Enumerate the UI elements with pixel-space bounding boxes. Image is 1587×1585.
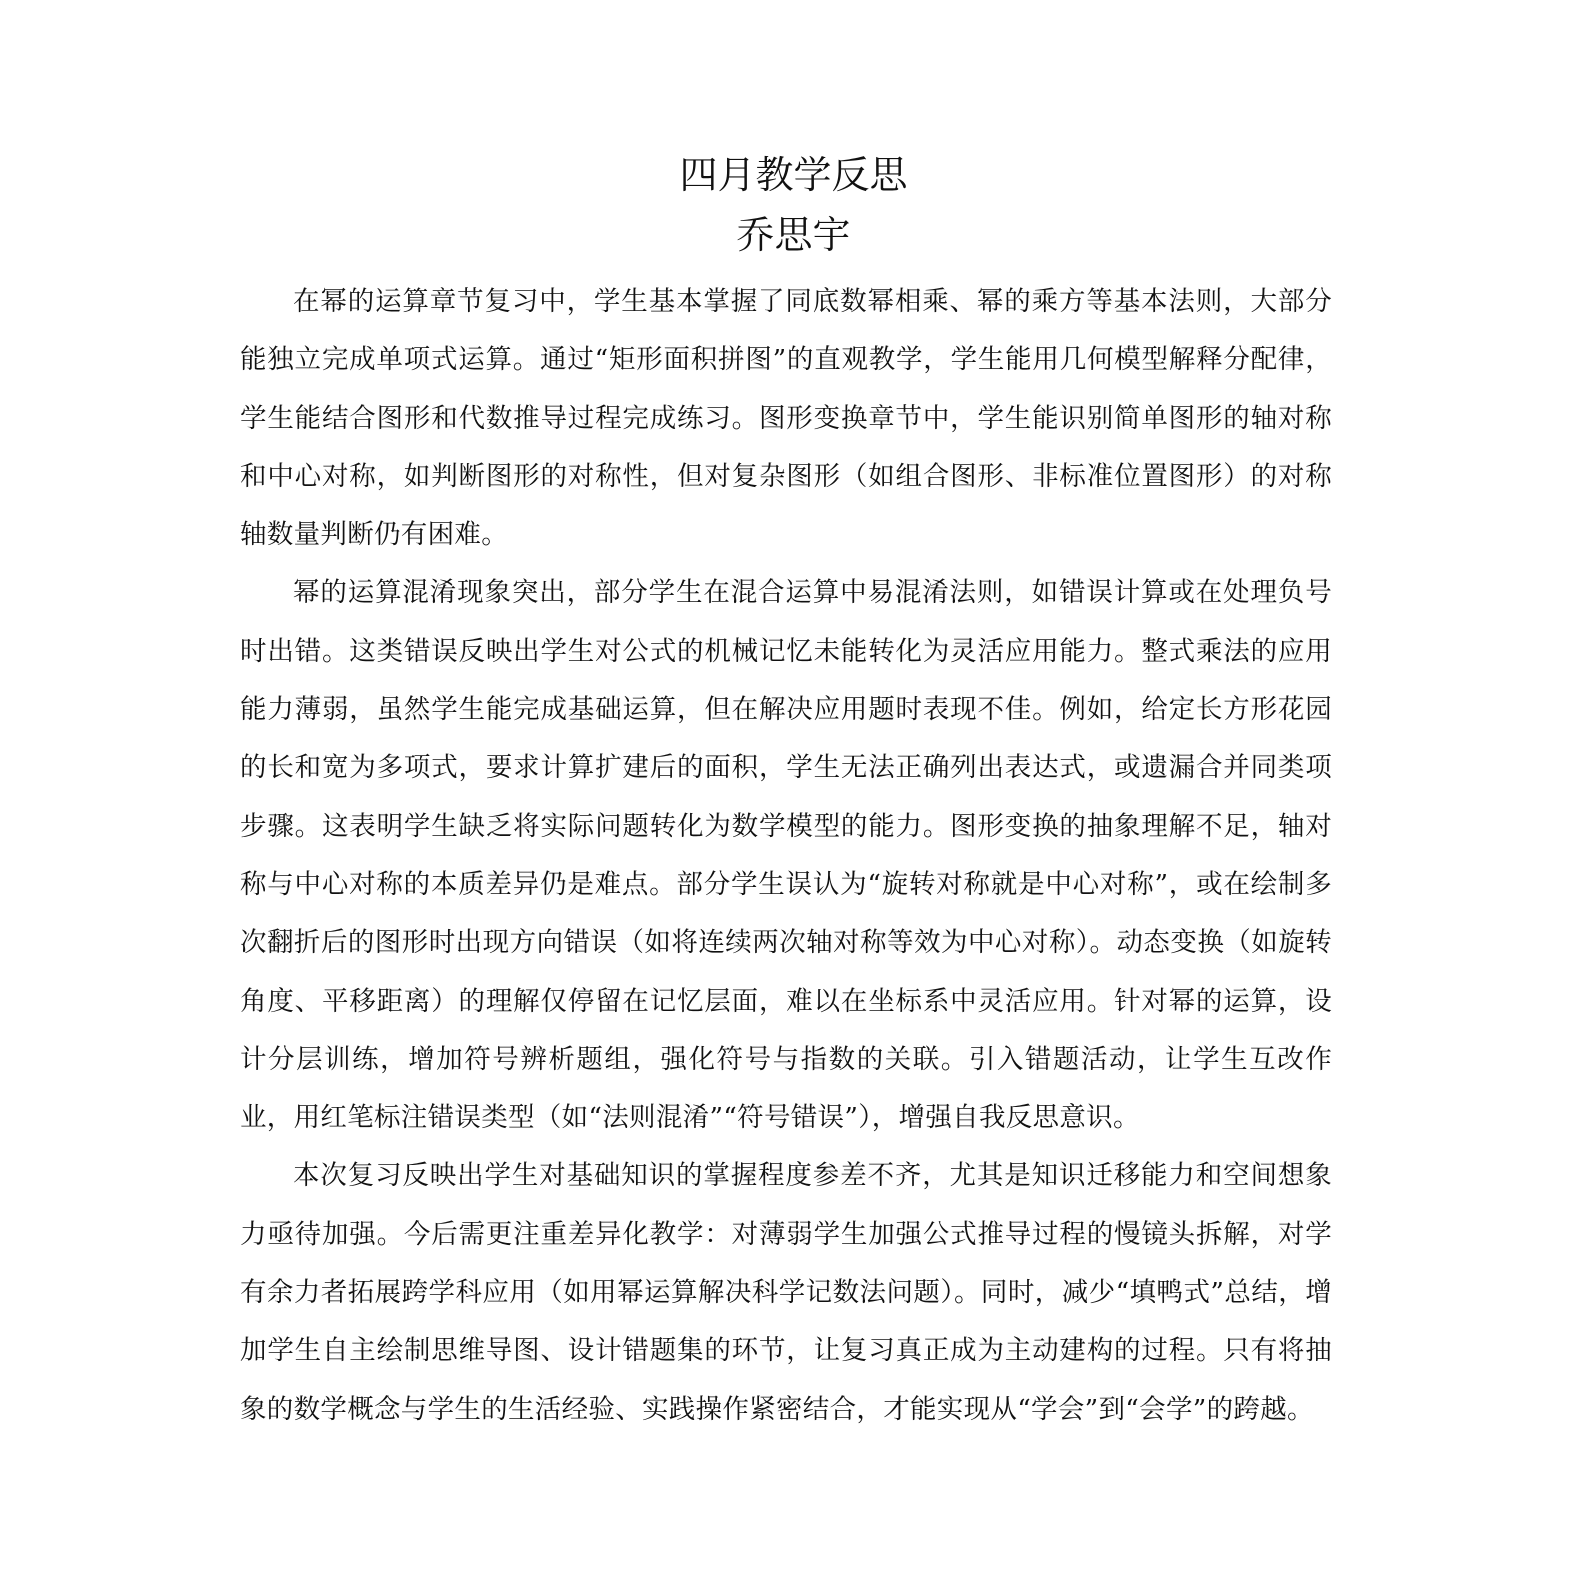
paragraph-1: 在幂的运算章节复习中，学生基本掌握了同底数幂相乘、幂的乘方等基本法则，大部分能独立完成单项式运算。通过“矩形面积拼图”的直观教学，学生能用几何模型解释分配律，学生能结合图形和代数推导过程完成练习。图形变换章节中，学生能识别简单图形的轴对称和中心对称，如判断图形的对称性，但对复杂图形（如组合图形、非标准位置图形）的对称轴数量判断仍有困难。 xyxy=(240,286,1332,551)
author-name: 乔思宇 xyxy=(736,213,851,257)
paragraph-3: 本次复习反映出学生对基础知识的掌握程度参差不齐，尤其是知识迁移能力和空间想象力亟待加强。今后需更注重差异化教学：对薄弱学生加强公式推导过程的慢镜头拆解，对学有余力者拓展跨学科应用（如用幂运算解决科学记数法问题）。同时，减少“填鸭式”总结，增加学生自主绘制思维导图、设计错题集的环节，让复习真正成为主动建构的过程。只有将抽象的数学概念与学生的生活经验、实践操作紧密结合，才能实现从“学会”到“会学”的跨越。 xyxy=(240,1160,1332,1425)
document-title: 四月教学反思 xyxy=(679,153,908,197)
document-body xyxy=(240,273,1332,1439)
paragraph-2: 幂的运算混淆现象突出，部分学生在混合运算中易混淆法则，如错误计算或在处理负号时出错。这类错误反映出学生对公式的机械记忆未能转化为灵活应用能力。整式乘法的应用能力薄弱，虽然学生能完成基础运算，但在解决应用题时表现不佳。例如，给定长方形花园的长和宽为多项式，要求计算扩建后的面积，学生无法正确列出表达式，或遗漏合并同类项步骤。这表明学生缺乏将实际问题转化为数学模型的能力。图形变换的抽象理解不足，轴对称与中心对称的本质差异仍是难点。部分学生误认为“旋转对称就是中心对称”，或在绘制多次翻折后的图形时出现方向错误（如将连续两次轴对称等效为中心对称）。动态变换（如旋转角度、平移距离）的理解仅停留在记忆层面，难以在坐标系中灵活应用。针对幂的运算，设计分层训练，增加符号辨析题组，强化符号与指数的关联。引入错题活动，让学生互改作业，用红笔标注错误类型（如“法则混淆”“符号错误”），增强自我反思意识。 xyxy=(240,577,1332,1134)
